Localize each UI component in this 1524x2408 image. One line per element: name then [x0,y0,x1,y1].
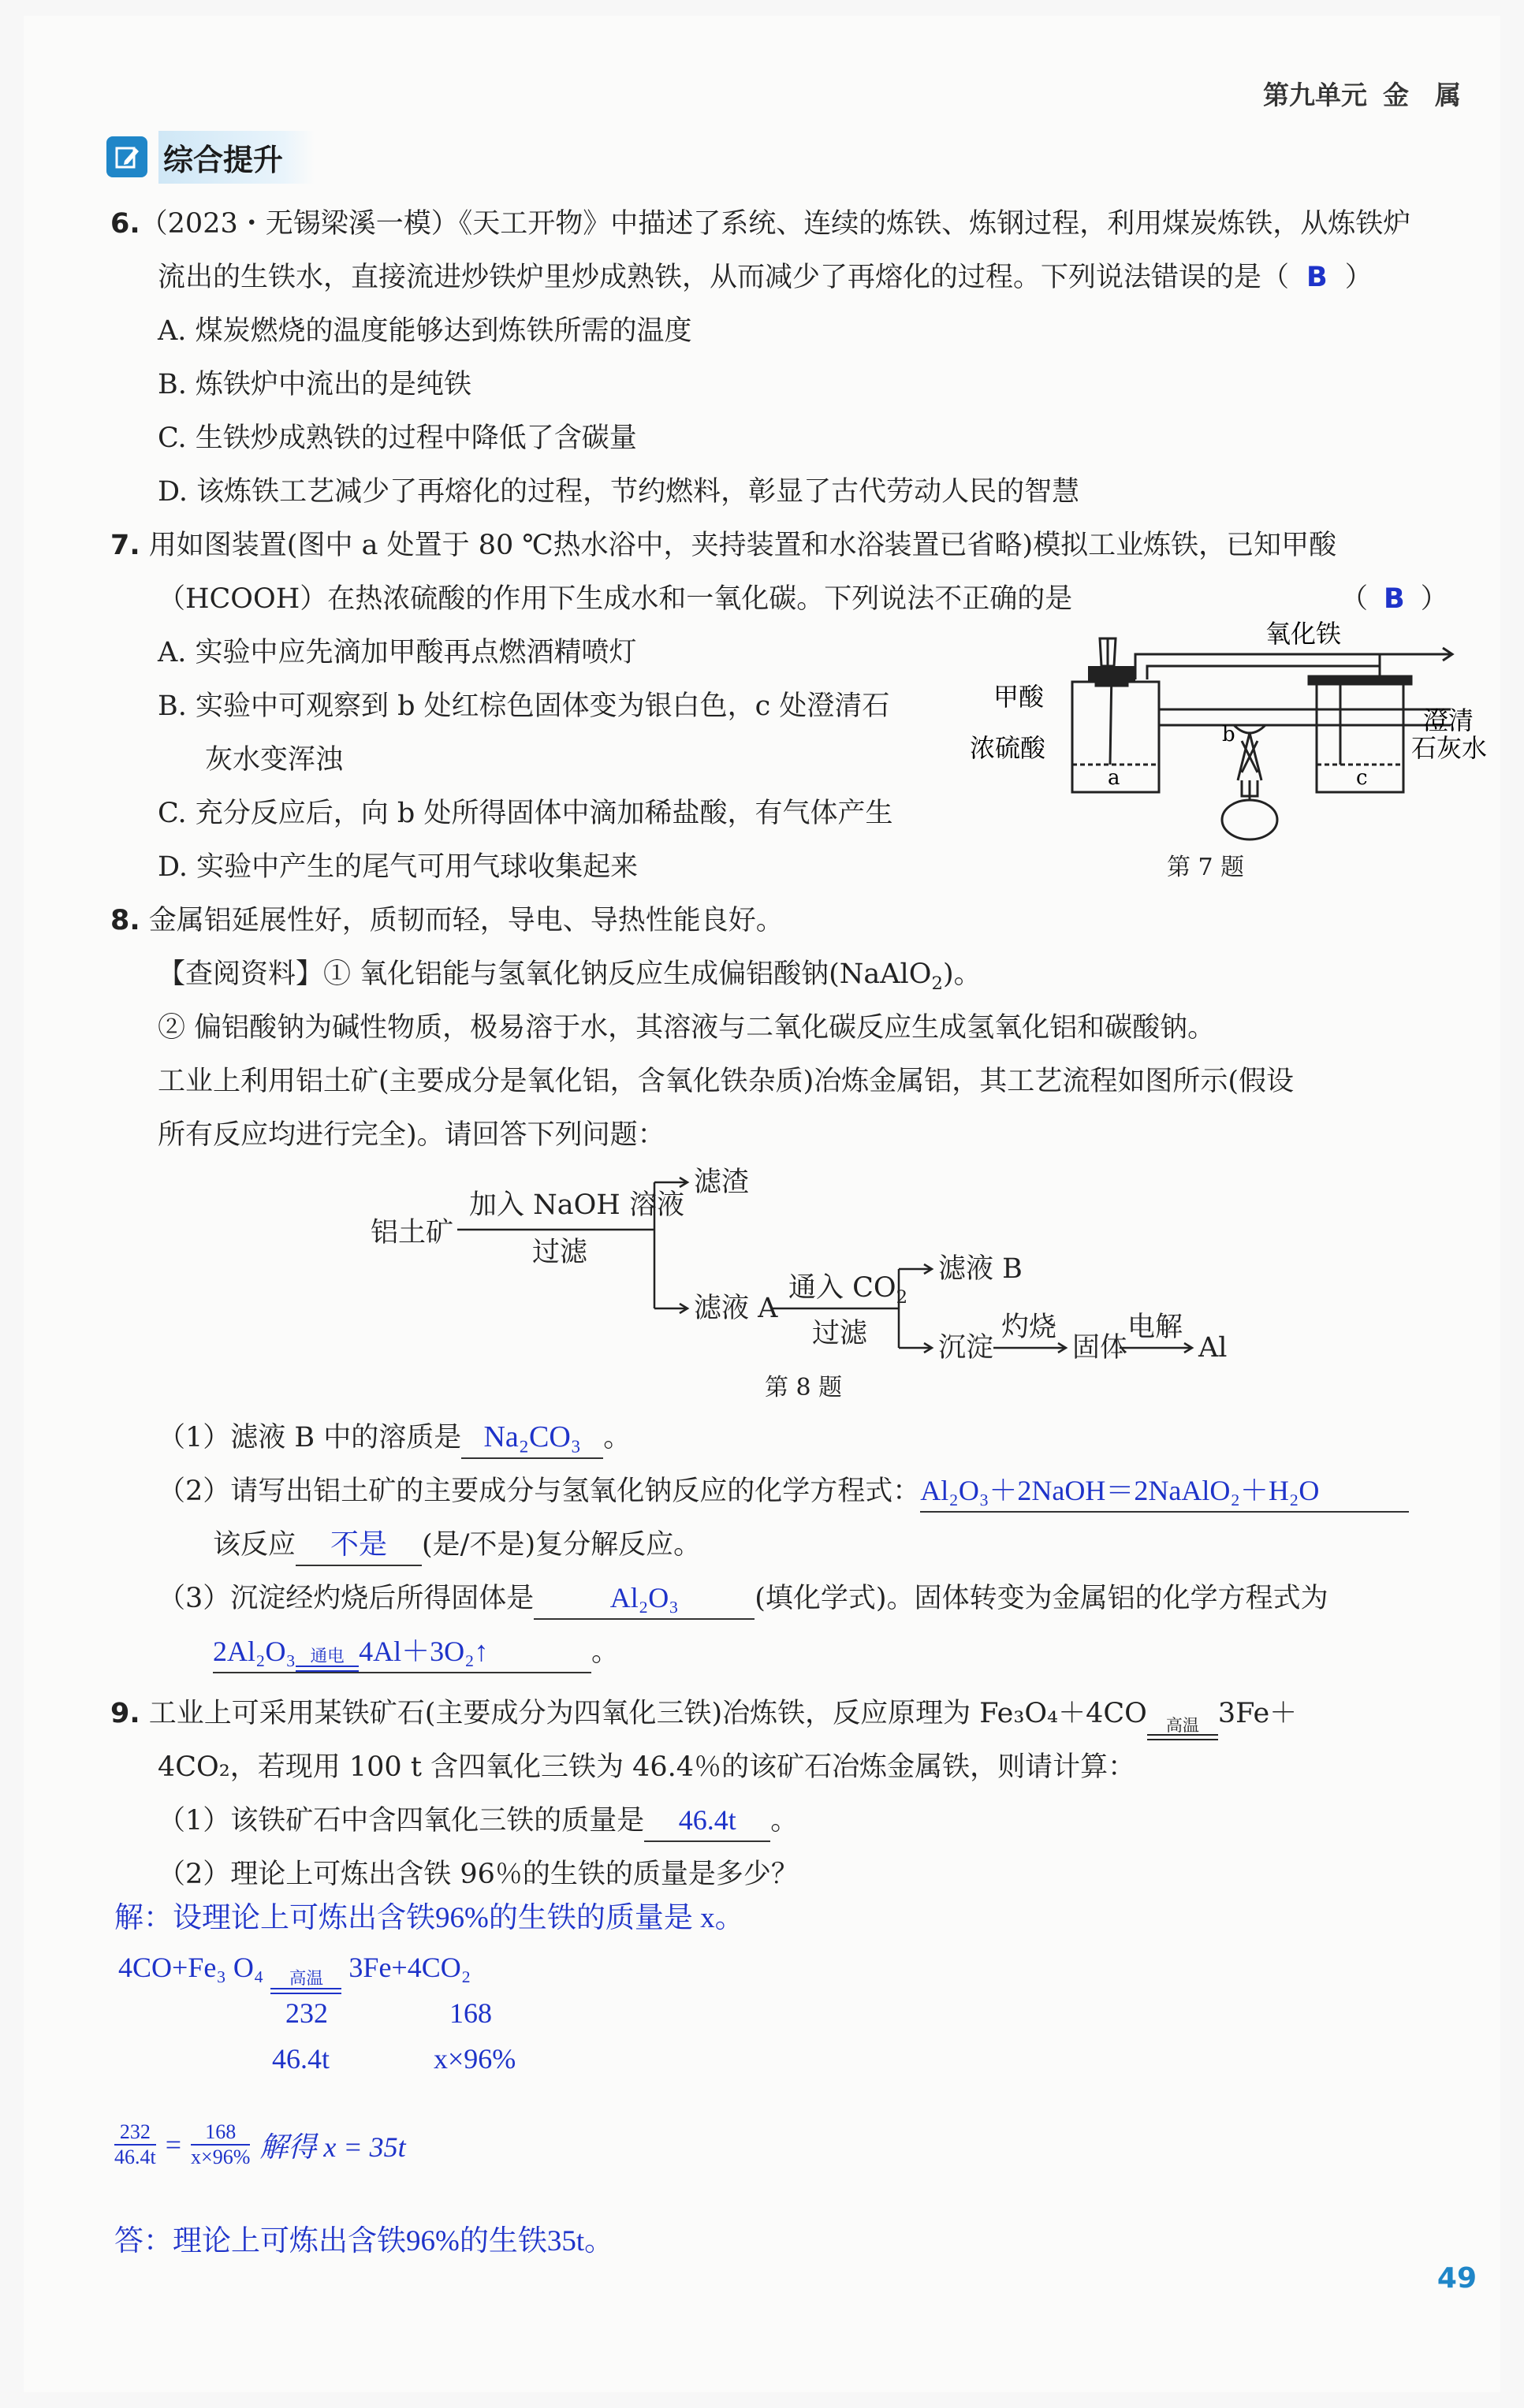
q8-sub3-line2 [213,1625,619,1679]
solution-proportion [114,2120,406,2169]
q9-sub1 [158,1794,798,1848]
unit-title: 金 属 [1383,80,1461,110]
q6-stem-1: （2023・无锡梁溪一模）《天工开物》中描述了系统、连续的炼铁、炼钢过程，利用煤炭炼铁，从炼铁炉 [140,208,1411,240]
q9-stem-1b: 3Fe＋ [1217,1698,1298,1729]
q9-sub1-answer: 46.4t [644,1799,770,1842]
flow-step1-top: 加入 NaOH 溶液 [469,1189,684,1221]
q9-stem-1a: 工业上可采用某铁矿石(主要成分为四氧化三铁)冶炼铁，反应原理为 Fe₃O₄＋4CO [148,1698,1147,1729]
q6-option-b: B. 炼铁炉中流出的是纯铁 [158,369,471,400]
q7-figure-caption: 第 7 题 [1167,854,1245,881]
solution-v1: 46.4t [272,2043,330,2075]
q8-sub2-text: （2）请写出铝土矿的主要成分与氢氧化钠反应的化学方程式： [158,1476,921,1507]
q6-number: 6. [110,208,140,240]
edit-icon [106,136,147,177]
q9-stem-cond-text: 高温 [1165,1716,1199,1735]
q6-answer: B [1306,262,1328,293]
q8-sub2-answer2: 不是 [296,1524,422,1566]
q8-flowchart [371,1167,1317,1379]
unit-label: 第九单元 [1263,80,1367,110]
solution-eq-left: 4CO+Fe₃ O₄ [118,1952,264,1983]
q8-sub1-answer: Na₂CO₃ [461,1416,603,1459]
q7-open: （ [1340,583,1369,615]
flow-step2-top-sub: 2 [896,1287,908,1308]
q7-option-b: B. 实验中可观察到 b 处红棕色固体变为银白色，c 处澄清石 [158,690,890,722]
q7-answer: B [1384,583,1405,615]
flow-step3: 灼烧 [1001,1312,1057,1343]
q8-sub1 [158,1411,631,1465]
q8-sub2 [158,1465,1409,1518]
flow-step2-top-text: 通入 CO [788,1272,896,1304]
q8-info-1-end: )。 [942,958,982,990]
label-b: b [1222,723,1235,746]
solution-m1: 232 [285,1997,328,2029]
q6-option-d: D. 该炼铁工艺减少了再熔化的过程，节约燃料，彰显了古代劳动人民的智慧 [158,476,1080,508]
q8-number: 8. [110,905,140,936]
q8-line1 [110,894,784,947]
q7-close: ） [1420,583,1448,615]
frac2-num: 168 [191,2120,250,2146]
flow-step1-bottom: 过滤 [532,1237,588,1268]
page-number: 49 [1436,2262,1477,2294]
q6-line2 [158,251,1373,304]
q6-line1 [110,197,1410,251]
q6-option-a: A. 煤炭燃烧的温度能够达到炼铁所需的温度 [158,315,692,347]
q8-sub3 [158,1572,1328,1625]
q8-sub2-answer: Al₂O₃＋2NaOH＝2NaAlO₂＋H₂O [920,1470,1409,1513]
q9-stem-cond [1147,1718,1218,1740]
q8-sub3-eq-cond [296,1648,359,1672]
frac1-den: 46.4t [114,2146,156,2168]
q8-stem-4: 所有反应均进行完全)。请回答下列问题： [158,1119,665,1151]
label-limewater-2: 石灰水 [1411,733,1488,763]
q8-sub3-text: （3）沉淀经灼烧后所得固体是 [158,1583,535,1614]
solution-fraction-1 [114,2120,156,2169]
q8-sub2-line2a: 该反应 [213,1529,296,1561]
running-header [1247,75,1461,112]
q6-option-c: C. 生铁炒成熟铁的过程中降低了含碳量 [158,422,637,454]
solution-result: 解得 x = 35t [259,2131,406,2163]
q6-stem-2: 流出的生铁水，直接流进炒铁炉里炒成熟铁，从而减少了再熔化的过程。下列说法错误的是（ [158,262,1290,293]
q9-sub1-text: （1）该铁矿石中含四氧化三铁的质量是 [158,1805,645,1837]
q8-sub3-eq-left: 2Al₂O₃ [213,1636,296,1667]
flow-filtrate-b: 滤液 B [938,1253,1023,1285]
q8-sub2-line2b: (是/不是)复分解反应。 [422,1529,702,1561]
label-a: a [1108,766,1120,790]
solution-equals: = [165,2129,182,2161]
q7-option-d: D. 实验中产生的尾气可用气球收集起来 [158,851,639,883]
label-c: c [1356,766,1368,790]
q7-stem-2: （HCOOH）在热浓硫酸的作用下生成水和一氧化碳。下列说法不正确的是 [158,583,1073,615]
label-limewater-1: 澄清 [1423,705,1474,735]
q8-sub1-text: （1）滤液 B 中的溶质是 [158,1422,462,1453]
q9-line1 [110,1687,1297,1740]
solution-set: 解：设理论上可炼出含铁96%的生铁的质量是 x。 [114,1902,744,1934]
flow-step4: 电解 [1127,1312,1183,1343]
q8-sub1-end: 。 [603,1422,632,1453]
q9-sub1-end: 。 [770,1805,799,1837]
q8-sub3-end: 。 [591,1636,620,1668]
q7-stem-1: 用如图装置(图中 a 处置于 80 ℃热水浴中，夹持装置和水浴装置已省略)模拟工业炼铁，已知甲酸 [148,530,1337,561]
flow-precipitate: 沉淀 [938,1332,994,1364]
q8-sub2-line2 [213,1518,701,1572]
q8-sub3-text2: (填化学式)。固体转变为金属铝的化学方程式为 [755,1583,1328,1614]
flow-product: Al [1198,1332,1228,1364]
flow-residue: 滤渣 [694,1167,750,1198]
q7-option-b-cont: 灰水变浑浊 [205,744,344,776]
q8-info-1-sub: 2 [931,973,943,994]
solution-m2: 168 [449,1997,492,2029]
flow-step2-bottom: 过滤 [812,1318,868,1349]
q8-info-1-text: 【查阅资料】① 氧化铝能与氢氧化钠反应生成偏铝酸钠(NaAlO [158,958,932,990]
solution-v2: x×96% [434,2043,516,2075]
q8-sub3-eq-cond-text: 通电 [310,1647,345,1666]
flow-solid: 固体 [1072,1332,1128,1364]
q7-line1 [110,519,1336,572]
q8-sub3-equation [213,1631,591,1673]
q7-option-a: A. 实验中应先滴加甲酸再点燃酒精喷灯 [158,637,637,668]
solution-eq-cond-text: 高温 [289,1969,324,1989]
solution-fraction-2 [191,2120,250,2169]
label-sulfuric-acid: 浓硫酸 [970,733,1046,763]
q8-sub3-eq-right: 4Al＋3O₂↑ [359,1636,489,1667]
label-iron-oxide: 氧化铁 [1265,619,1342,649]
frac1-num: 232 [114,2120,156,2146]
q7-answer-bracket [1340,572,1448,626]
stopper [1088,666,1135,682]
section-heading [106,132,315,181]
q8-stem-3: 工业上利用铝土矿(主要成分是氧化铝，含氧化铁杂质)冶炼金属铝，其工艺流程如图所示(假设 [158,1066,1294,1097]
q8-sub3-answer: Al₂O₃ [534,1577,755,1620]
solution-eq-right: 3Fe+4CO₂ [348,1952,471,1983]
eq-double-bar [1147,1734,1218,1740]
q7-option-c: C. 充分反应后，向 b 处所得固体中滴加稀盐酸，有气体产生 [158,798,893,829]
q7-number: 7. [110,530,140,561]
q8-figure-caption: 第 8 题 [765,1374,843,1401]
section-title: 综合提升 [158,131,315,184]
q8-stem-1: 金属铝延展性好，质韧而轻，导电、导热性能良好。 [148,905,784,936]
frac2-den: x×96% [191,2146,251,2168]
label-formic-acid: 甲酸 [993,682,1045,712]
eq-double-bar [296,1666,359,1672]
q9-stem-2: 4CO₂，若现用 100 t 含四氧化三铁为 46.4％的该矿石冶炼金属铁，则请计算： [158,1751,1136,1783]
q8-info-2: ② 偏铝酸钠为碱性物质，极易溶于水，其溶液与二氧化碳反应生成氢氧化铝和碳酸钠。 [158,1012,1216,1044]
flow-filtrate-a: 滤液 A [694,1293,778,1324]
solution-answer: 答：理论上可炼出含铁96%的生铁35t。 [114,2225,614,2257]
flow-ore: 铝土矿 [371,1217,454,1249]
q9-number: 9. [110,1698,140,1729]
q6-close: ） [1344,262,1373,293]
q9-sub2: （2）理论上可炼出含铁 96％的生铁的质量是多少？ [158,1859,799,1890]
